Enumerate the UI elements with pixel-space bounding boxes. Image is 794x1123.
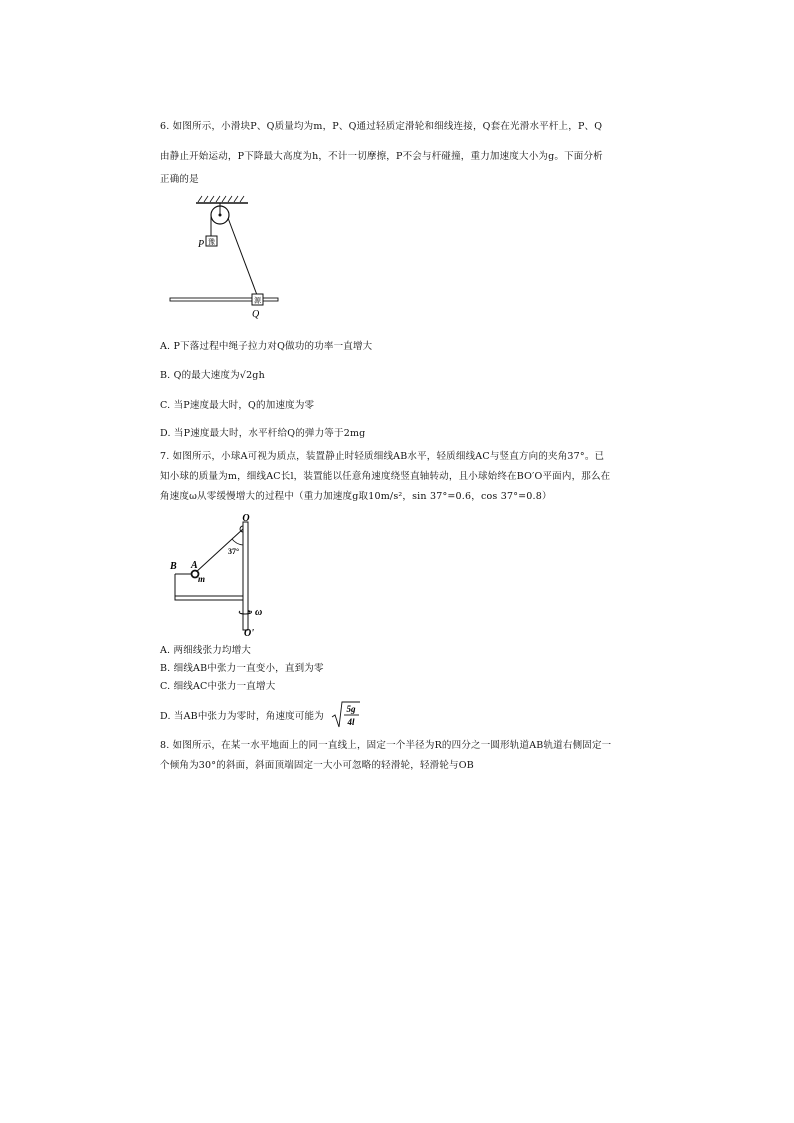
q6-text-line-1: 6. 如图所示，小滑块P、Q质量均为m，P、Q通过轻质定滑轮和细线连接，Q套在光滑水平杆上，P、Q: [160, 121, 603, 132]
block-p-char: 豫: [208, 238, 215, 246]
q7-text-line-1: 7. 如图所示，小球A可视为质点，装置静止时轻质细线AB水平，轻质细线AC与竖直方向的夹角37°。已: [160, 451, 605, 462]
label-m: m: [198, 574, 206, 584]
q6-option-c: C. 当P速度最大时，Q的加速度为零: [160, 400, 315, 411]
q7-option-d: D. 当AB中张力为零时，角速度可能为: [160, 711, 324, 722]
q7-option-c: C. 细线AC中张力一直增大: [160, 681, 276, 692]
q6-option-d: D. 当P速度最大时，水平杆给Q的弹力等于2mg: [160, 428, 366, 439]
string-to-q: [228, 218, 257, 295]
label-omega: ω: [255, 607, 263, 618]
label-q: Q: [252, 309, 260, 320]
q8-text-line-2: 个倾角为30°的斜面，斜面顶端固定一大小可忽略的轻滑轮，轻滑轮与OB: [160, 760, 474, 771]
label-o: O: [242, 513, 250, 524]
q6-figure-pulley-diagram: [160, 195, 290, 323]
q7-option-a: A. 两细线张力均增大: [160, 645, 252, 656]
label-angle: 37°: [228, 547, 240, 556]
pulley-axle: [219, 214, 222, 217]
formula-numerator: 5g: [346, 704, 356, 714]
label-p: P: [198, 239, 205, 250]
q6-option-b: B. Q的最大速度为√2gh: [160, 370, 265, 381]
q8-text-line-1: 8. 如图所示，在某一水平地面上的同一直线上，固定一个半径为R的四分之一圆形轨道AB轨道右侧固定一: [160, 740, 612, 751]
q6-text-line-3: 正确的是: [160, 174, 199, 185]
q7-text-line-2: 知小球的质量为m，细线AC长l，装置能以任意角速度绕竖直轴转动，且小球始终在BO′O平面内，那么在: [160, 471, 611, 482]
label-b: B: [170, 561, 177, 572]
angle-arc: [232, 539, 243, 545]
horizontal-arm: [175, 596, 243, 600]
q7-figure-rotating-frame: [165, 512, 275, 640]
block-q-char: 源: [254, 296, 261, 305]
q6-option-a: A. P下落过程中绳子拉力对Q做功的功率一直增大: [160, 341, 373, 352]
label-o-prime: O': [244, 628, 254, 639]
label-a: A: [191, 560, 198, 571]
q7-option-b: B. 细线AB中张力一直变小，直到为零: [160, 663, 324, 674]
q6-text-line-2: 由静止开始运动，P下降最大高度为h，不计一切摩擦，P不会与杆碰撞，重力加速度大小为g。下面分析: [160, 151, 603, 162]
ceiling-hatch: [198, 196, 244, 202]
q7-option-d-sqrt-formula: [331, 700, 361, 730]
q7-text-line-3: 角速度ω从零缓慢增大的过程中（重力加速度g取10m/s²，sin 37°=0.6，cos 37°=0.8）: [160, 491, 552, 502]
formula-denominator: 4l: [347, 717, 355, 727]
